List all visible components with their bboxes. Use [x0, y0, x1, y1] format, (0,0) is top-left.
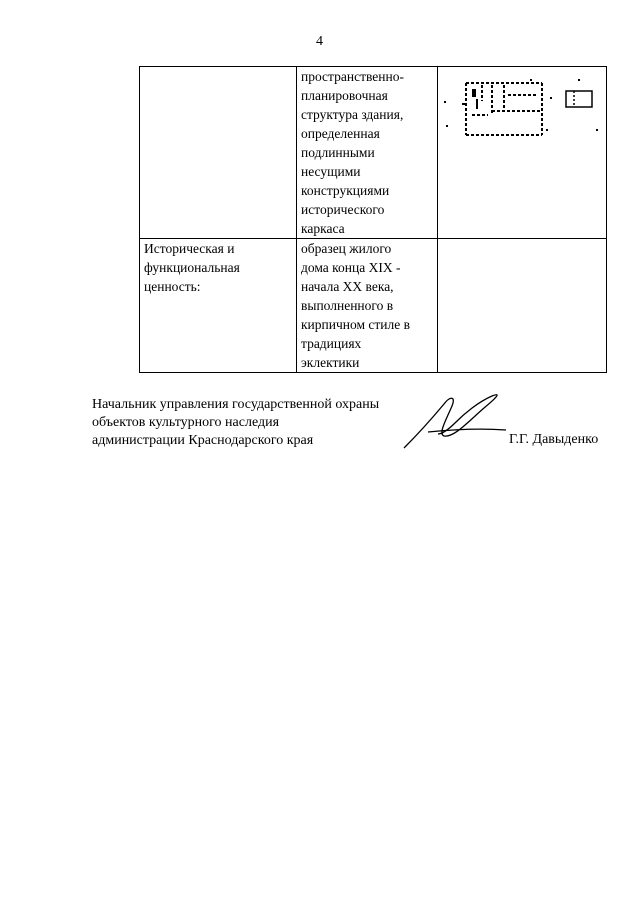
- label-line: Историческая и: [144, 241, 235, 256]
- value-line: традициях: [301, 336, 362, 351]
- row2-label-cell: [140, 239, 297, 373]
- value-line: эклектики: [301, 355, 360, 370]
- value-line: подлинными: [301, 145, 375, 160]
- value-line: начала XX века,: [301, 279, 394, 294]
- label-line: функциональная: [144, 260, 240, 275]
- page-number: 4: [316, 34, 323, 49]
- row2-empty-cell: [438, 239, 607, 373]
- value-line: исторического: [301, 202, 385, 217]
- position-line: объектов культурного наследия: [92, 415, 280, 430]
- signer-name: Г.Г. Давыденко: [509, 432, 599, 447]
- value-line: выполненного в: [301, 298, 394, 313]
- row1-plan-cell: [438, 67, 607, 239]
- row2-value-cell: [297, 239, 438, 373]
- value-line: конструкциями: [301, 183, 390, 198]
- row1-value-cell: [297, 67, 438, 239]
- value-line: определенная: [301, 126, 380, 141]
- handwritten-signature: [398, 390, 508, 452]
- value-line: структура здания,: [301, 107, 404, 122]
- table-row: [140, 67, 607, 239]
- position-line: администрации Краснодарского края: [92, 433, 314, 448]
- signature-block: [92, 396, 379, 450]
- value-line: дома конца XIX -: [301, 260, 401, 275]
- value-line: кирпичном стиле в: [301, 317, 411, 332]
- value-line: каркаса: [301, 221, 345, 236]
- floor-plan-image: [442, 71, 602, 141]
- value-line: несущими: [301, 164, 361, 179]
- position-line: Начальник управления государственной охраны: [92, 397, 380, 412]
- label-line: ценность:: [144, 279, 201, 294]
- row1-label-cell: [140, 67, 297, 239]
- value-line: планировочная: [301, 88, 388, 103]
- value-line: пространственно-: [301, 69, 404, 84]
- value-line: образец жилого: [301, 241, 392, 256]
- table-row: [140, 239, 607, 373]
- heritage-table: [139, 66, 607, 373]
